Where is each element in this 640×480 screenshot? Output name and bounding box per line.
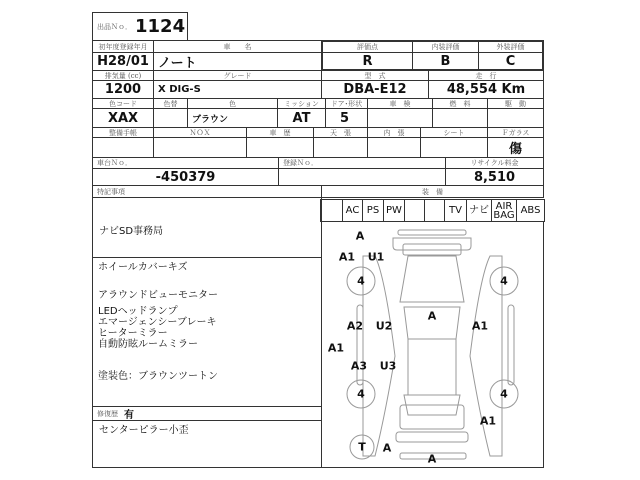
model-label: 型 式 (321, 70, 429, 81)
damage-mark: A1 (338, 250, 356, 264)
first-reg-value: H28/01 (92, 52, 154, 71)
recycle-label: リサイクル料金 (445, 157, 544, 169)
damage-mark: A1 (479, 414, 497, 428)
equipment-cell: AC (342, 199, 363, 222)
service-book-label: 整備手帳 (92, 127, 154, 138)
chassis-label: 車台Ｎｏ． (92, 157, 279, 169)
damage-mark: A (355, 229, 365, 243)
grade-value: X DIG-S (153, 80, 322, 99)
color-label: 色 (187, 98, 278, 109)
model-value: DBA-E12 (321, 80, 429, 99)
note-6: 自動防眩ルームミラー (98, 339, 198, 350)
score-value: R (321, 52, 413, 71)
mileage-value: 48,554 Km (428, 80, 544, 99)
damage-mark: 4 (357, 387, 365, 401)
damage-mark: A (427, 452, 437, 466)
lot-label: 出品Ｎｏ． (97, 22, 132, 31)
reg-no-label: 登録Ｎｏ． (278, 157, 446, 169)
note-7: 塗装色：ブラウンツートン (98, 371, 218, 382)
note-5: ヒーターミラー (98, 328, 168, 339)
fuel-label: 燃 料 (432, 98, 488, 109)
history-label: 車 歴 (246, 127, 314, 138)
first-reg-label: 初年度登録年月 (92, 40, 154, 53)
exterior-value: C (478, 52, 544, 71)
interior-value: B (412, 52, 479, 71)
equipment-cell: AIR BAG (491, 199, 517, 222)
equipment-cell: TV (444, 199, 467, 222)
chassis-value: -450379 (92, 168, 279, 186)
color-code-value: XAX (92, 108, 154, 128)
transmission-label: ミッション (277, 98, 326, 109)
doors-label: ドア･形状 (325, 98, 368, 109)
note-2: アラウンドビューモニター (98, 290, 218, 301)
damage-mark: 4 (357, 274, 365, 288)
repair-value: 有 (124, 410, 134, 421)
damage-mark: U3 (379, 359, 397, 373)
damage-mark: A1 (327, 341, 345, 355)
doors-value: 5 (325, 108, 368, 128)
damage-mark: 4 (500, 274, 508, 288)
grade-label: グレード (153, 70, 322, 81)
color-change-label: 色替 (153, 98, 188, 109)
damage-mark: A3 (350, 359, 368, 373)
equipment-label: 装 備 (321, 185, 544, 198)
exterior-label: 外装評価 (478, 40, 544, 53)
car-name-value: ノート (153, 52, 322, 71)
equipment-cell: PW (383, 199, 405, 222)
seat-label: シート (420, 127, 488, 138)
equipment-cell: PS (362, 199, 384, 222)
score-label: 評価点 (321, 40, 413, 53)
damage-mark: A2 (346, 319, 364, 333)
damage-mark: U1 (367, 250, 385, 264)
damage-mark: T (358, 440, 366, 454)
car-name-label: 車 名 (153, 40, 322, 53)
transmission-value: AT (277, 108, 326, 128)
roof-label: 天 張 (313, 127, 368, 138)
interior-trim-label: 内 張 (367, 127, 421, 138)
note-1: ホイールカバーキズ (98, 262, 188, 273)
note-4: エマージェンシーブレーキ (98, 317, 217, 328)
damage-mark: U2 (375, 319, 393, 333)
nox-label: ＮＯＸ (153, 127, 247, 138)
note-3: LEDヘッドランプ (98, 306, 178, 317)
interior-label: 内装評価 (412, 40, 479, 53)
recycle-value: 8,510 (445, 168, 544, 186)
notes-label: 特記事項 (92, 185, 322, 198)
note-0: ナビSD事務局 (99, 226, 164, 237)
fglass-value: 傷 (487, 137, 544, 158)
damage-mark: A (427, 309, 437, 323)
displacement-label: 排気量 (cc) (92, 70, 154, 81)
color-value: ブラウン (187, 108, 278, 128)
repair-label: 修復歴 (97, 409, 118, 418)
equipment-cell: ABS (516, 199, 545, 222)
damage-mark: A1 (471, 319, 489, 333)
equipment-cell: ナビ (466, 199, 492, 222)
damage-mark: A (382, 441, 392, 455)
color-code-label: 色コード (92, 98, 154, 109)
lot-number: 1124 (135, 16, 186, 37)
repair-note: センターピラー小歪 (99, 425, 189, 436)
fglass-label: Ｆガラス (487, 127, 544, 138)
displacement-value: 1200 (92, 80, 154, 99)
drive-label: 駆 動 (487, 98, 544, 109)
damage-mark: 4 (500, 387, 508, 401)
inspection-label: 車 検 (367, 98, 433, 109)
mileage-label: 走 行 (428, 70, 544, 81)
